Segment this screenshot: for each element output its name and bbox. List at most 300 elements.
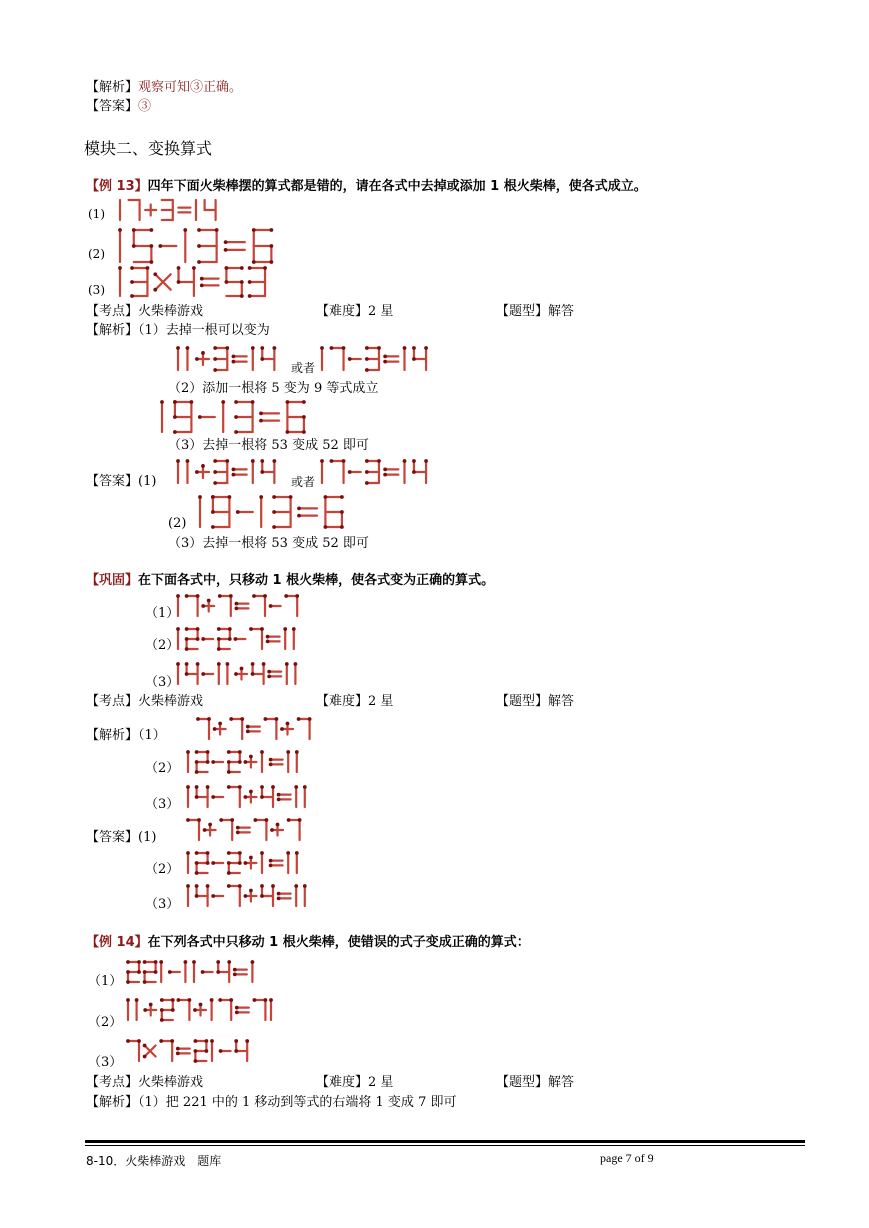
match-head <box>277 798 281 802</box>
match-head <box>132 244 136 248</box>
match-head <box>248 294 252 298</box>
match-head <box>248 280 252 284</box>
match-head <box>215 228 219 232</box>
match-head <box>177 998 181 1002</box>
matchstick-svg <box>126 1039 255 1063</box>
match-head <box>207 599 211 603</box>
match-head <box>246 730 250 734</box>
match-head <box>190 400 194 404</box>
match-head <box>229 717 233 721</box>
match-head <box>227 960 231 964</box>
matchstick-equation <box>176 662 306 686</box>
match-head <box>260 851 264 855</box>
match-head <box>219 1049 223 1053</box>
match-head <box>244 861 248 865</box>
match-head <box>260 357 264 361</box>
match-head <box>213 459 217 463</box>
match-head <box>196 594 200 598</box>
match-head <box>383 467 387 471</box>
match-head <box>195 894 199 898</box>
match-head <box>217 662 221 666</box>
match-head <box>224 240 228 244</box>
matchstick-equation <box>196 717 318 741</box>
match-head <box>126 960 130 964</box>
match-head <box>412 357 416 361</box>
match-head <box>213 470 217 474</box>
match-head <box>424 346 428 350</box>
footer-page: page 7 of 9 <box>600 1151 654 1165</box>
match-head <box>159 1039 163 1043</box>
match-head <box>232 473 236 477</box>
matchstick-svg <box>196 717 318 741</box>
match-head <box>176 627 180 631</box>
match-head <box>286 400 290 404</box>
match-head <box>195 884 199 888</box>
match-head <box>197 818 201 822</box>
match-head <box>186 818 190 822</box>
match-head <box>249 790 253 794</box>
match-head <box>186 785 190 789</box>
match-head <box>118 266 122 270</box>
match-head <box>196 627 200 631</box>
match-head <box>219 818 223 822</box>
answer-text: ③ <box>138 99 152 114</box>
ex14-meta-diff: 【难度】2 星 <box>316 1075 394 1090</box>
matchstick-equation <box>176 346 283 372</box>
match-head <box>234 400 238 404</box>
match-head <box>383 354 387 358</box>
match-head <box>192 266 196 270</box>
match-head <box>232 467 236 471</box>
match-head <box>160 1008 164 1012</box>
match-head <box>216 970 220 974</box>
match-head <box>260 470 264 474</box>
match-head <box>143 1055 147 1059</box>
ex13-analysis: 【解析】（1）去掉一根可以变为 <box>86 323 270 338</box>
match-head <box>227 871 231 875</box>
match-head <box>260 894 264 898</box>
match-head <box>269 244 273 248</box>
match-head <box>292 627 296 631</box>
match-head <box>262 662 266 666</box>
match-head <box>302 415 306 419</box>
match-head <box>135 998 139 1002</box>
match-head <box>185 672 189 676</box>
match-head <box>126 998 130 1002</box>
match-head <box>259 412 263 416</box>
matchstick-svg <box>176 662 306 686</box>
match-head <box>211 795 215 799</box>
match-head <box>229 998 233 1002</box>
match-head <box>267 670 271 674</box>
match-head <box>227 851 231 855</box>
match-head <box>194 1059 198 1063</box>
match-head <box>195 770 199 774</box>
ex14-label-2: （2） <box>88 1015 123 1030</box>
match-head <box>200 277 204 281</box>
match-head <box>195 750 199 754</box>
match-head <box>272 510 276 514</box>
match-head <box>260 750 264 754</box>
match-head <box>238 785 242 789</box>
match-head <box>195 357 199 361</box>
match-head <box>234 672 238 676</box>
match-head <box>264 998 268 1002</box>
match-head <box>228 627 232 631</box>
footer-rule-thin <box>85 1145 805 1146</box>
match-head <box>269 758 273 762</box>
match-head <box>205 1039 209 1043</box>
match-head <box>227 750 231 754</box>
match-head <box>365 481 369 485</box>
match-head <box>294 662 298 666</box>
match-head <box>236 826 240 830</box>
match-head <box>195 861 199 865</box>
match-head <box>308 717 312 721</box>
cons-answer-3: （3） <box>145 897 180 912</box>
matchstick-equation <box>186 818 308 842</box>
match-head <box>252 594 256 598</box>
match-head <box>342 346 346 350</box>
match-head <box>203 828 207 832</box>
cons-label-1: （1） <box>145 606 180 621</box>
match-head <box>217 647 221 651</box>
match-head <box>170 1039 174 1043</box>
match-head <box>297 514 301 518</box>
match-head <box>198 495 202 499</box>
matchstick-svg <box>126 960 263 984</box>
match-head <box>149 260 153 264</box>
match-head <box>240 294 244 298</box>
match-head <box>192 960 196 964</box>
match-head <box>284 594 288 598</box>
matchstick-svg <box>160 400 315 434</box>
match-head <box>229 594 233 598</box>
matchstick-equation <box>320 459 435 485</box>
matchstick-equation <box>126 960 263 984</box>
match-head <box>240 717 244 721</box>
match-head <box>200 283 204 287</box>
match-head <box>149 244 153 248</box>
match-head <box>213 368 217 372</box>
match-head <box>227 861 231 865</box>
ex13-meta-kp: 【考点】火柴棒游戏 <box>86 304 204 319</box>
match-head <box>251 960 255 964</box>
match-head <box>266 635 270 639</box>
matchstick-equation <box>198 495 353 529</box>
matchstick-svg <box>198 495 353 529</box>
match-head <box>216 960 220 964</box>
match-head <box>365 470 369 474</box>
ex13-label-1: (1) <box>88 207 105 221</box>
match-head <box>330 459 334 463</box>
match-head <box>244 760 248 764</box>
match-head <box>272 495 276 499</box>
match-head <box>269 864 273 868</box>
match-head <box>211 760 215 764</box>
match-head <box>233 968 237 972</box>
match-head <box>412 459 416 463</box>
match-head <box>154 970 158 974</box>
match-head <box>238 884 242 888</box>
match-head <box>137 970 141 974</box>
match-head <box>199 1003 203 1007</box>
match-head <box>154 960 158 964</box>
match-head <box>302 400 306 404</box>
match-head <box>126 1039 130 1043</box>
match-head <box>201 351 205 355</box>
match-head <box>201 604 205 608</box>
match-head <box>153 272 157 276</box>
cons-answer: 【答案】(1) <box>86 830 157 845</box>
match-head <box>194 1049 198 1053</box>
match-head <box>224 248 228 252</box>
match-head <box>240 280 244 284</box>
match-head <box>320 346 324 350</box>
match-head <box>271 785 275 789</box>
matchstick-equation <box>186 785 316 809</box>
ex13-meta-type: 【题型】解答 <box>496 304 575 319</box>
match-head <box>198 415 202 419</box>
match-head <box>286 722 290 726</box>
match-head <box>260 346 264 350</box>
match-head <box>412 470 416 474</box>
matchstick-equation <box>118 228 283 264</box>
match-head <box>228 495 232 499</box>
match-head <box>218 998 222 1002</box>
match-head <box>195 470 199 474</box>
match-head <box>287 818 291 822</box>
match-head <box>252 260 256 264</box>
match-head <box>211 495 215 499</box>
match-head <box>168 970 172 974</box>
match-head <box>245 1039 249 1043</box>
match-head <box>251 346 255 350</box>
cons-meta-kp: 【考点】火柴棒游戏 <box>86 694 204 709</box>
match-head <box>130 280 134 284</box>
match-head <box>270 828 274 832</box>
match-head <box>197 260 201 264</box>
match-head <box>235 602 239 606</box>
matchstick-equation <box>186 851 308 875</box>
match-head <box>294 785 298 789</box>
match-head <box>184 960 188 964</box>
match-head <box>272 459 276 463</box>
match-head <box>383 473 387 477</box>
match-head <box>277 793 281 797</box>
match-head <box>236 510 240 514</box>
match-head <box>240 266 244 270</box>
match-head <box>269 763 273 767</box>
match-head <box>342 459 346 463</box>
ex14-meta-kp: 【考点】火柴棒游戏 <box>86 1075 204 1090</box>
match-head <box>201 970 205 974</box>
match-head <box>295 851 299 855</box>
match-head <box>424 459 428 463</box>
match-head <box>177 266 181 270</box>
ex13-a3: （3）去掉一根将 53 变成 52 即可 <box>168 438 369 453</box>
match-head <box>176 1052 180 1056</box>
match-head <box>206 750 210 754</box>
cons-label-2: （2） <box>145 638 180 653</box>
match-head <box>210 998 214 1002</box>
match-head <box>186 346 190 350</box>
match-head <box>365 357 369 361</box>
match-head <box>211 510 215 514</box>
match-head <box>266 640 270 644</box>
match-head <box>173 415 177 419</box>
match-head <box>194 1039 198 1043</box>
match-head <box>238 851 242 855</box>
ex14-tag: 【例 14】 <box>86 935 148 950</box>
ex13-tag: 【例 13】 <box>86 179 148 194</box>
match-head <box>340 495 344 499</box>
match-head <box>303 884 307 888</box>
match-head <box>348 357 352 361</box>
match-head <box>171 1008 175 1012</box>
match-head <box>218 594 222 598</box>
matchstick-svg <box>118 266 275 298</box>
match-head <box>137 960 141 964</box>
match-head <box>234 415 238 419</box>
matchstick-equation <box>118 198 224 222</box>
ex13-answer: 【答案】(1) <box>86 474 157 489</box>
match-head <box>197 228 201 232</box>
match-head <box>206 785 210 789</box>
match-head <box>221 400 225 404</box>
match-head <box>153 288 157 292</box>
match-head <box>234 1049 238 1053</box>
matchstick-svg <box>176 627 305 651</box>
match-head <box>176 662 180 666</box>
match-head <box>143 1044 147 1048</box>
match-head <box>244 894 248 898</box>
cons-meta-diff: 【难度】2 星 <box>316 694 394 709</box>
match-head <box>235 1011 239 1015</box>
ex13-question-text: 四年下面火柴棒摆的算式都是错的，请在各式中去掉或添加 1 根火柴棒，使各式成立。 <box>147 179 647 194</box>
match-head <box>263 594 267 598</box>
footer-rule-thick <box>85 1140 805 1143</box>
cons-analysis: 【解析】（1） <box>86 728 166 743</box>
match-head <box>176 1047 180 1051</box>
match-head <box>264 717 268 721</box>
match-head <box>206 760 210 764</box>
match-head <box>403 459 407 463</box>
match-head <box>276 823 280 827</box>
matchstick-svg <box>118 228 283 264</box>
match-head <box>160 998 164 1002</box>
match-head <box>280 727 284 731</box>
match-head <box>235 607 239 611</box>
matchstick-svg <box>186 818 308 842</box>
match-head <box>186 459 190 463</box>
cons-analysis-3: （3） <box>145 797 180 812</box>
match-head <box>195 871 199 875</box>
matchstick-svg <box>118 198 224 222</box>
ex14-question: 【例 14】在下列各式中只移动 1 根火柴棒，使错误的式子变成正确的算式： <box>86 935 530 950</box>
match-head <box>177 280 181 284</box>
match-head <box>251 662 255 666</box>
match-head <box>225 266 229 270</box>
match-head <box>195 785 199 789</box>
match-head <box>228 637 232 641</box>
match-head <box>302 430 306 434</box>
match-head <box>143 980 147 984</box>
match-head <box>193 1008 197 1012</box>
matchstick-equation <box>186 750 308 774</box>
match-head <box>365 346 369 350</box>
ex13-a2: （2）添加一根将 5 变为 9 等式成立 <box>168 381 379 396</box>
match-head <box>185 594 189 598</box>
cons-answer-2: （2） <box>145 862 180 877</box>
match-head <box>383 360 387 364</box>
match-head <box>230 818 234 822</box>
matchstick-svg <box>126 998 282 1022</box>
match-head <box>324 525 328 529</box>
match-head <box>234 430 238 434</box>
matchstick-equation <box>176 594 305 618</box>
match-head <box>173 400 177 404</box>
match-head <box>205 1049 209 1053</box>
match-head <box>272 525 276 529</box>
match-head <box>249 856 253 860</box>
match-head <box>330 346 334 350</box>
match-head <box>260 795 264 799</box>
or-text: 或者 <box>291 475 316 489</box>
matchstick-svg <box>186 851 308 875</box>
match-head <box>218 722 222 726</box>
match-head <box>207 717 211 721</box>
match-head <box>176 594 180 598</box>
match-head <box>176 346 180 350</box>
match-head <box>286 750 290 754</box>
match-head <box>340 510 344 514</box>
match-head <box>236 831 240 835</box>
match-head <box>269 859 273 863</box>
match-head <box>259 495 263 499</box>
match-head <box>149 228 153 232</box>
match-head <box>260 627 264 631</box>
match-head <box>186 884 190 888</box>
match-head <box>126 980 130 984</box>
match-head <box>206 861 210 865</box>
match-head <box>249 755 253 759</box>
match-head <box>267 675 271 679</box>
match-head <box>365 459 369 463</box>
match-head <box>365 368 369 372</box>
match-head <box>188 998 192 1002</box>
match-head <box>297 717 301 721</box>
matchstick-svg <box>320 346 435 372</box>
match-head <box>286 430 290 434</box>
match-head <box>269 260 273 264</box>
analysis-tag: 【解析】 <box>86 80 139 95</box>
ex13-meta-diff: 【难度】2 星 <box>316 304 394 319</box>
matchstick-svg <box>176 594 305 618</box>
match-head <box>159 960 163 964</box>
match-head <box>149 1003 153 1007</box>
match-head <box>297 507 301 511</box>
match-head <box>295 594 299 598</box>
match-head <box>201 637 205 641</box>
match-head <box>348 470 352 474</box>
match-head <box>263 266 267 270</box>
match-head <box>298 818 302 822</box>
match-head <box>251 400 255 404</box>
match-head <box>412 346 416 350</box>
cons-meta-type: 【题型】解答 <box>496 694 575 709</box>
matchstick-equation <box>118 266 275 298</box>
